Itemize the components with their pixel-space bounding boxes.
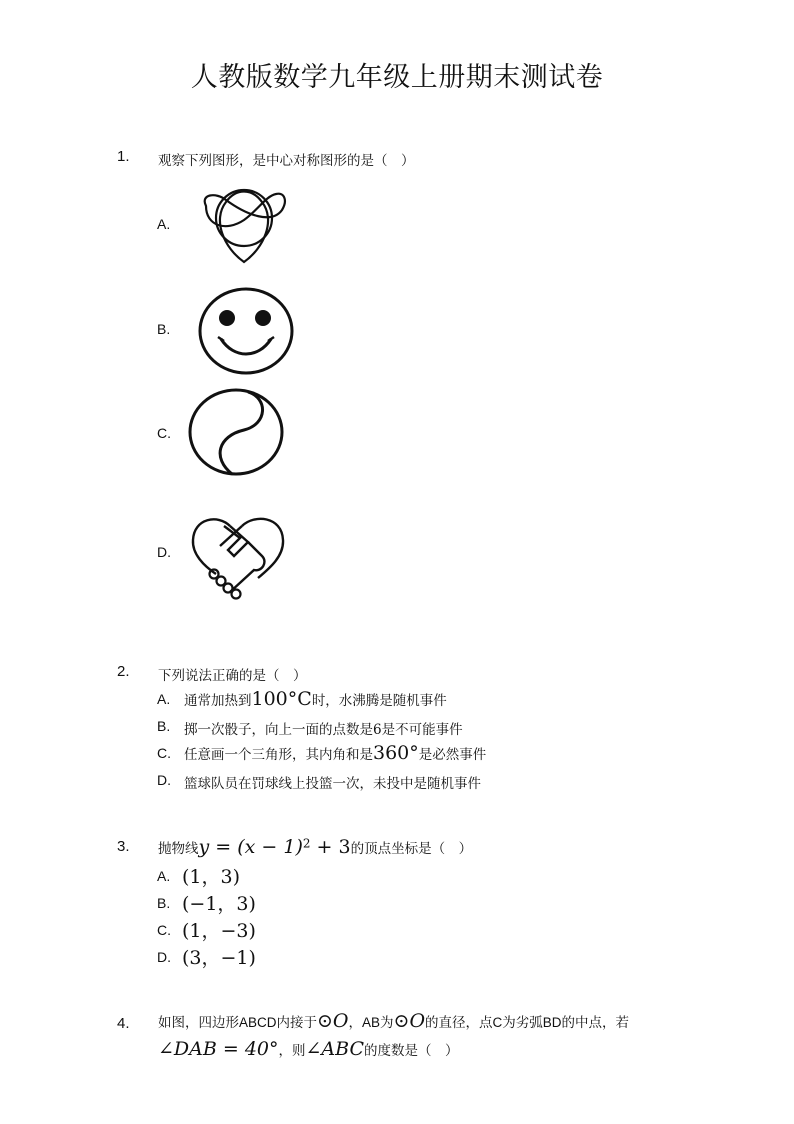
q1-option-d-label: D. xyxy=(157,544,171,560)
question-4-number: 4. xyxy=(117,1015,130,1032)
q4-line1-e: AB xyxy=(362,1015,381,1030)
question-1-number: 1. xyxy=(117,148,130,165)
q1-option-c-label: C. xyxy=(157,425,171,441)
question-4-line-2 xyxy=(158,1038,459,1060)
q2-option-b-label: B. xyxy=(157,718,171,734)
question-3-number: 3. xyxy=(117,838,130,855)
q2-option-a-post: 时，水沸腾是随机事件 xyxy=(311,693,447,709)
q3-stem-pre: 抛物线 xyxy=(158,841,199,857)
trefoil-knot-icon xyxy=(196,190,292,266)
q3-stem-math: y = (x − 1) xyxy=(198,836,303,858)
q4-line1-g: 的直径，点 xyxy=(425,1015,493,1031)
q4-line1-d: ， xyxy=(348,1015,363,1031)
q4-line1-k: 的中点，若 xyxy=(561,1015,630,1031)
q4-line1-a: 如图，四边形 xyxy=(158,1015,239,1031)
question-4-line-1 xyxy=(158,1010,629,1032)
smiley-face-icon xyxy=(198,287,294,375)
q4-line2-b: ，则 xyxy=(278,1043,306,1059)
question-2-number: 2. xyxy=(117,663,130,680)
q2-option-a-pre: 通常加热到 xyxy=(184,693,252,709)
question-3-stem xyxy=(158,836,472,858)
q2-option-c-pre: 任意画一个三角形，其内角和是 xyxy=(184,747,373,763)
q2-option-a-label: A. xyxy=(157,691,171,707)
q2-option-c-math: 360° xyxy=(373,742,419,764)
q3-option-a-label: A. xyxy=(157,868,171,884)
handshake-heart-icon xyxy=(190,516,286,600)
q4-line1-f: 为 xyxy=(380,1015,394,1031)
q3-stem-post: 的顶点坐标是（ ） xyxy=(350,841,473,857)
q4-circle-o-2: ⊙O xyxy=(393,1010,426,1032)
q1-option-b-label: B. xyxy=(157,321,171,337)
question-2-stem: 下列说法正确的是（ ） xyxy=(158,668,307,684)
yin-yang-icon xyxy=(188,388,284,476)
question-1-stem: 观察下列图形，是中心对称图形的是（ ） xyxy=(158,153,415,169)
q1-option-a-label: A. xyxy=(157,216,171,232)
q2-option-a-math: 100°C xyxy=(251,688,312,710)
q4-line1-i: 为劣弧 xyxy=(502,1015,543,1031)
q3-option-c-label: C. xyxy=(157,922,171,938)
q4-circle-o-1: ⊙O xyxy=(317,1010,349,1032)
page-title: 人教版数学九年级上册期末测试卷 xyxy=(190,62,604,93)
q3-option-d-label: D. xyxy=(157,949,171,965)
q2-option-c-label: C. xyxy=(157,745,171,761)
q2-option-c-post: 是必然事件 xyxy=(418,747,487,763)
q3-option-b-value: (−1，3) xyxy=(182,893,256,915)
q2-option-d-label: D. xyxy=(157,772,171,788)
q3-option-a-value: (1，3) xyxy=(182,866,241,888)
q3-stem-math-tail: + 3 xyxy=(310,836,351,858)
q2-option-d-text: 篮球队员在罚球线上投篮一次，未投中是随机事件 xyxy=(184,776,481,792)
q4-angle-abc: ∠ABC xyxy=(305,1038,365,1060)
q4-line1-b: ABCD xyxy=(239,1015,277,1030)
q2-option-b-text: 掷一次骰子，向上一面的点数是6是不可能事件 xyxy=(184,722,463,738)
q2-option-c-text xyxy=(184,742,486,764)
q3-option-d-value: (3，−1) xyxy=(182,947,256,969)
q3-option-b-label: B. xyxy=(157,895,171,911)
q4-line2-c: 的度数是（ ） xyxy=(364,1043,459,1059)
q3-stem-exponent: 2 xyxy=(302,836,311,851)
q2-option-a-text xyxy=(184,688,447,710)
q4-angle-dab: ∠DAB = 40° xyxy=(158,1038,279,1060)
q3-option-c-value: (1，−3) xyxy=(182,920,256,942)
q4-line1-c: 内接于 xyxy=(276,1015,318,1031)
q4-line1-h: C xyxy=(492,1015,503,1030)
q4-line1-j: BD xyxy=(542,1015,562,1030)
